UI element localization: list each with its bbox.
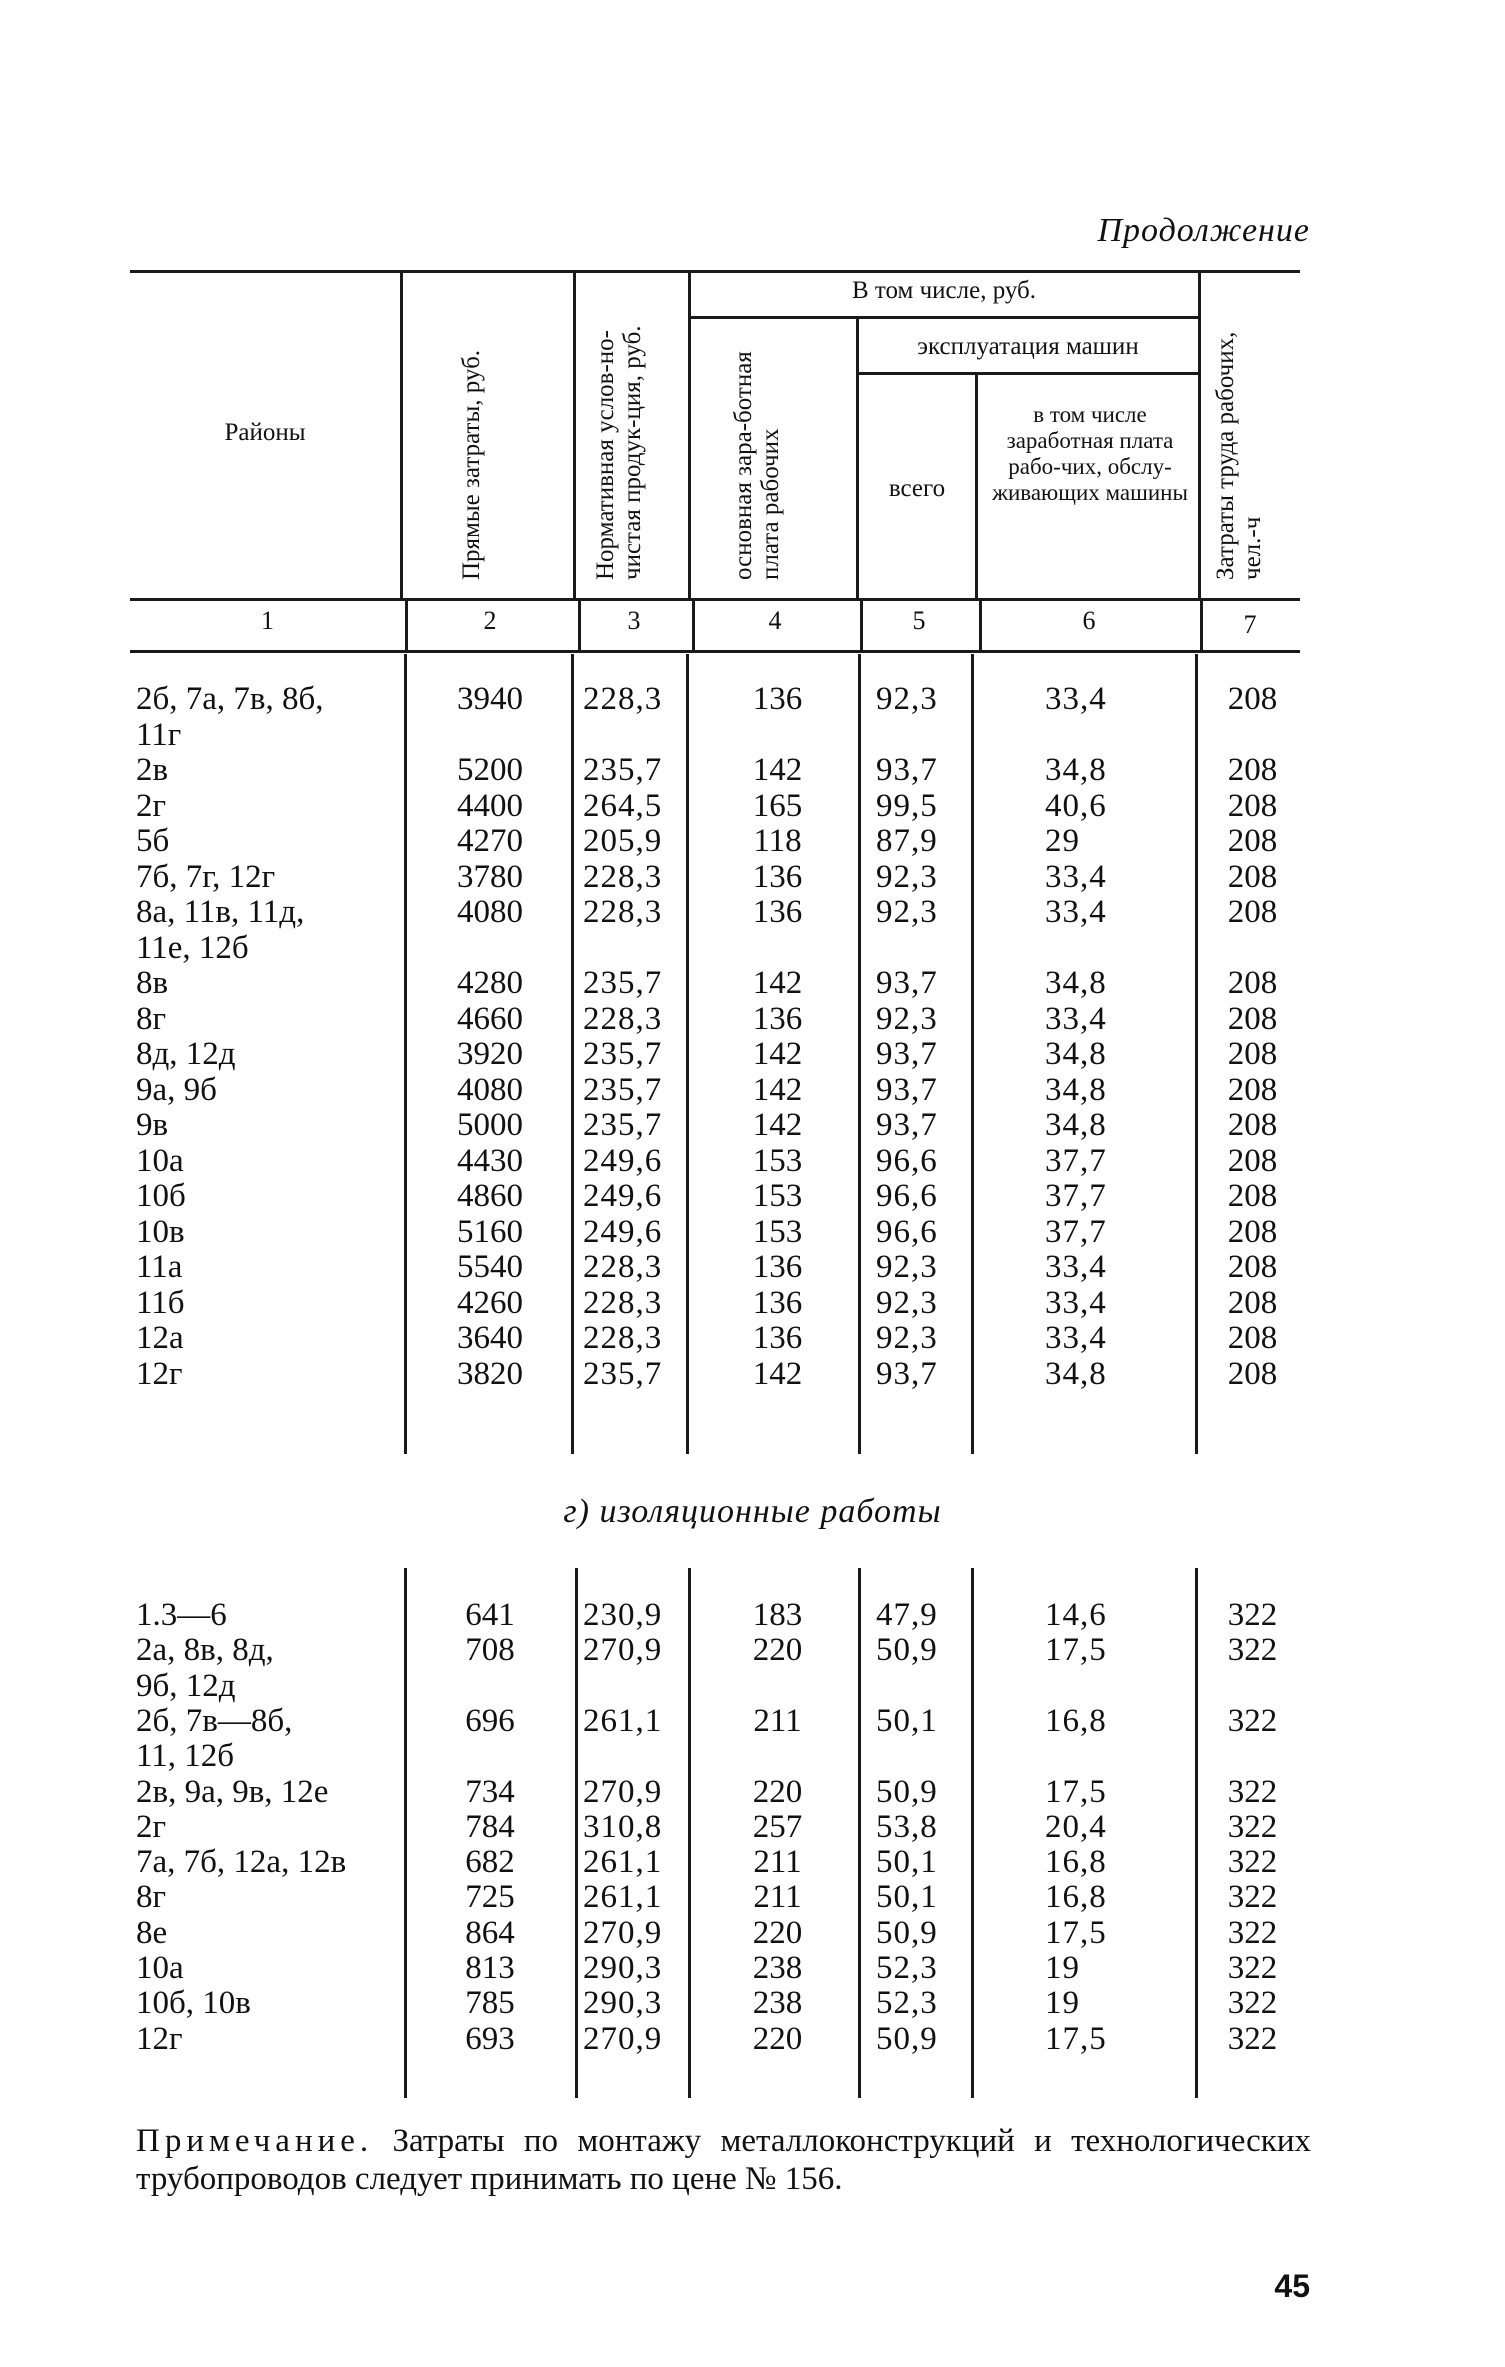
operator-wages-cell: 33,4 (1045, 1284, 1107, 1321)
base-wages-cell: 136 (752, 858, 803, 895)
labor-costs-cell: 208 (1227, 1213, 1278, 1250)
base-wages-cell: 136 (752, 681, 803, 717)
region-cell: 9б, 12д (136, 1667, 236, 1704)
labor-costs-cell: 208 (1227, 752, 1278, 788)
normative-output-cell: 249,6 (583, 1178, 663, 1214)
labor-costs-cell: 208 (1227, 1178, 1278, 1214)
labor-costs-cell: 322 (1227, 1808, 1278, 1845)
normative-output-cell: 230,9 (583, 1597, 663, 1633)
operator-wages-cell: 40,6 (1045, 787, 1107, 824)
operator-wages-cell: 34,8 (1045, 1036, 1107, 1072)
base-wages-cell: 220 (752, 1914, 803, 1951)
operator-wages-cell: 33,4 (1045, 1249, 1107, 1285)
labor-costs-cell: 322 (1227, 2020, 1278, 2057)
footnote (136, 2122, 1311, 2198)
normative-output-cell: 228,3 (583, 858, 663, 895)
direct-costs-cell: 693 (465, 2020, 515, 2057)
column-number: 5 (912, 606, 926, 635)
normative-output-cell: 249,6 (583, 1213, 663, 1250)
table-row (0, 1321, 1505, 1355)
region-cell: 7а, 7б, 12а, 12в (136, 1844, 347, 1881)
base-wages-cell: 142 (752, 752, 803, 788)
table-row (0, 682, 1505, 716)
table-row (0, 1810, 1505, 1844)
labor-costs-cell: 322 (1227, 1597, 1278, 1633)
machine-total-cell: 47,9 (876, 1597, 938, 1633)
machine-total-cell: 92,3 (876, 1000, 938, 1037)
table-row (0, 1002, 1505, 1036)
labor-costs-cell: 208 (1227, 1107, 1278, 1143)
machine-total-cell: 96,6 (876, 1213, 938, 1250)
direct-costs-cell: 3780 (457, 858, 523, 895)
operator-wages-cell: 14,6 (1045, 1597, 1107, 1633)
direct-costs-cell: 4080 (457, 894, 523, 930)
base-wages-cell: 136 (752, 1249, 803, 1285)
base-wages-cell: 142 (752, 1071, 803, 1108)
direct-costs-cell: 4400 (457, 787, 523, 824)
header-total: всего (888, 475, 946, 502)
table-row (0, 1916, 1505, 1950)
labor-costs-cell: 208 (1227, 787, 1278, 824)
region-cell: 12г (136, 2020, 183, 2057)
machine-total-cell: 96,6 (876, 1142, 938, 1179)
operator-wages-cell: 16,8 (1045, 1702, 1107, 1739)
normative-output-cell: 228,3 (583, 1320, 663, 1356)
normative-output-cell: 249,6 (583, 1142, 663, 1179)
base-wages-cell: 153 (752, 1213, 803, 1250)
direct-costs-cell: 641 (465, 1597, 515, 1633)
base-wages-cell: 142 (752, 1107, 803, 1143)
table-row-continuation (0, 718, 1505, 752)
section2-title: г) изоляционные работы (563, 1493, 942, 1530)
normative-output-cell: 228,3 (583, 1000, 663, 1037)
direct-costs-cell: 4080 (457, 1071, 523, 1108)
labor-costs-cell: 208 (1227, 681, 1278, 717)
direct-costs-cell: 3820 (457, 1355, 523, 1392)
base-wages-cell: 238 (752, 1950, 803, 1986)
labor-costs-cell: 322 (1227, 1914, 1278, 1951)
operator-wages-cell: 33,4 (1045, 681, 1107, 717)
normative-output-cell: 235,7 (583, 965, 663, 1001)
machine-total-cell: 93,7 (876, 1355, 938, 1392)
normative-output-cell: 261,1 (583, 1702, 663, 1739)
direct-costs-cell: 4260 (457, 1284, 523, 1321)
operator-wages-cell: 33,4 (1045, 1320, 1107, 1356)
page-number: 45 (1274, 2268, 1310, 2304)
machine-total-cell: 93,7 (876, 1071, 938, 1108)
base-wages-cell: 211 (753, 1702, 802, 1739)
operator-wages-cell: 16,8 (1045, 1879, 1107, 1916)
header-direct-costs: Прямые затраты, руб. (458, 349, 485, 580)
labor-costs-cell: 208 (1227, 1071, 1278, 1108)
region-cell: 11е, 12б (136, 929, 249, 966)
region-cell: 11а (136, 1249, 183, 1285)
normative-output-cell: 228,3 (583, 1284, 663, 1321)
operator-wages-cell: 33,4 (1045, 858, 1107, 895)
normative-output-cell: 270,9 (583, 2020, 663, 2057)
table-row (0, 1775, 1505, 1809)
region-cell: 10б (136, 1178, 186, 1214)
direct-costs-cell: 864 (465, 1914, 515, 1951)
table-row (0, 824, 1505, 858)
direct-costs-cell: 725 (465, 1879, 515, 1916)
region-cell: 10в (136, 1213, 185, 1250)
footnote-label: Примечание. (136, 2123, 374, 2159)
machine-total-cell: 50,9 (876, 1773, 938, 1810)
normative-output-cell: 235,7 (583, 1071, 663, 1108)
header-regions: Районы (224, 419, 306, 446)
base-wages-cell: 220 (752, 2020, 803, 2057)
operator-wages-cell: 19 (1045, 1950, 1080, 1986)
operator-wages-cell: 29 (1045, 823, 1080, 859)
normative-output-cell: 235,7 (583, 1107, 663, 1143)
base-wages-cell: 118 (753, 823, 802, 859)
labor-costs-cell: 322 (1227, 1879, 1278, 1916)
normative-output-cell: 270,9 (583, 1773, 663, 1810)
direct-costs-cell: 4660 (457, 1000, 523, 1037)
direct-costs-cell: 5540 (457, 1249, 523, 1285)
direct-costs-cell: 708 (465, 1632, 515, 1669)
column-number: 2 (483, 606, 497, 635)
labor-costs-cell: 208 (1227, 1320, 1278, 1356)
base-wages-cell: 211 (753, 1879, 802, 1916)
region-cell: 2а, 8в, 8д, (136, 1632, 274, 1669)
direct-costs-cell: 696 (465, 1702, 515, 1739)
machine-total-cell: 92,3 (876, 1284, 938, 1321)
normative-output-cell: 235,7 (583, 1036, 663, 1072)
header-base-wages: основная зара-ботная плата рабочих (730, 351, 784, 580)
base-wages-cell: 211 (753, 1844, 802, 1881)
labor-costs-cell: 208 (1227, 1142, 1278, 1179)
direct-costs-cell: 784 (465, 1808, 515, 1845)
base-wages-cell: 136 (752, 1000, 803, 1037)
machine-total-cell: 50,9 (876, 2020, 938, 2057)
machine-total-cell: 50,1 (876, 1879, 938, 1916)
operator-wages-cell: 17,5 (1045, 1914, 1107, 1951)
header-normative-output: Нормативная услов-но-чистая продук-ция, руб. (592, 325, 646, 580)
table-row (0, 789, 1505, 823)
table-row (0, 1108, 1505, 1142)
operator-wages-cell: 37,7 (1045, 1213, 1107, 1250)
labor-costs-cell: 208 (1227, 858, 1278, 895)
machine-total-cell: 52,3 (876, 1950, 938, 1986)
table-row (0, 1633, 1505, 1667)
base-wages-cell: 142 (752, 965, 803, 1001)
table-row (0, 2022, 1505, 2056)
region-cell: 9а, 9б (136, 1071, 217, 1108)
normative-output-cell: 228,3 (583, 894, 663, 930)
machine-total-cell: 93,7 (876, 1036, 938, 1072)
region-cell: 8в (136, 965, 169, 1001)
region-cell: 2б, 7а, 7в, 8б, (136, 681, 324, 717)
labor-costs-cell: 208 (1227, 823, 1278, 859)
normative-output-cell: 261,1 (583, 1879, 663, 1916)
normative-output-cell: 270,9 (583, 1914, 663, 1951)
machine-total-cell: 50,1 (876, 1844, 938, 1881)
header-operator-wages: в том числе заработная плата рабо-чих, обслу-живающих машины (992, 402, 1188, 505)
labor-costs-cell: 322 (1227, 1985, 1278, 2022)
column-number: 6 (1082, 606, 1096, 635)
normative-output-cell: 235,7 (583, 752, 663, 788)
machine-total-cell: 50,1 (876, 1702, 938, 1739)
machine-total-cell: 96,6 (876, 1178, 938, 1214)
machine-total-cell: 93,7 (876, 752, 938, 788)
operator-wages-cell: 17,5 (1045, 1773, 1107, 1810)
labor-costs-cell: 208 (1227, 894, 1278, 930)
region-cell: 11, 12б (136, 1738, 235, 1775)
region-cell: 5б (136, 823, 170, 859)
machine-total-cell: 92,3 (876, 1249, 938, 1285)
region-cell: 2в, 9а, 9в, 12е (136, 1773, 329, 1810)
operator-wages-cell: 37,7 (1045, 1142, 1107, 1179)
table-row (0, 1215, 1505, 1249)
table-row (0, 1179, 1505, 1213)
labor-costs-cell: 322 (1227, 1844, 1278, 1881)
operator-wages-cell: 34,8 (1045, 965, 1107, 1001)
operator-wages-cell: 34,8 (1045, 752, 1107, 788)
table-row (0, 1845, 1505, 1879)
base-wages-cell: 136 (752, 1320, 803, 1356)
region-cell: 1.3—6 (136, 1597, 227, 1633)
table-row (0, 1286, 1505, 1320)
column-number: 3 (627, 606, 641, 635)
region-cell: 8е (136, 1914, 168, 1951)
region-cell: 8г (136, 1879, 167, 1916)
labor-costs-cell: 322 (1227, 1702, 1278, 1739)
region-cell: 12а (136, 1320, 184, 1356)
operator-wages-cell: 20,4 (1045, 1808, 1107, 1845)
region-cell: 10б, 10в (136, 1985, 251, 2022)
footnote-text: Затраты по монтажу металлоконструкций и технологических трубопроводов следует принимать по цене № 156. (136, 2123, 1312, 2197)
table-row-continuation (0, 1739, 1505, 1773)
machine-total-cell: 92,3 (876, 894, 938, 930)
base-wages-cell: 136 (752, 1284, 803, 1321)
region-cell: 11б (136, 1284, 185, 1321)
direct-costs-cell: 813 (465, 1950, 515, 1986)
operator-wages-cell: 34,8 (1045, 1107, 1107, 1143)
region-cell: 10а (136, 1950, 184, 1986)
region-cell: 11г (136, 716, 182, 753)
table-row (0, 1037, 1505, 1071)
table-row (0, 1598, 1505, 1632)
normative-output-cell: 290,3 (583, 1950, 663, 1986)
table-row (0, 1357, 1505, 1391)
direct-costs-cell: 734 (465, 1773, 515, 1810)
table-row (0, 1250, 1505, 1284)
region-cell: 8а, 11в, 11д, (136, 894, 305, 930)
direct-costs-cell: 5160 (457, 1213, 523, 1250)
base-wages-cell: 220 (752, 1632, 803, 1669)
base-wages-cell: 153 (752, 1178, 803, 1214)
operator-wages-cell: 37,7 (1045, 1178, 1107, 1214)
column-number: 4 (768, 606, 782, 635)
direct-costs-cell: 4280 (457, 965, 523, 1001)
operator-wages-cell: 17,5 (1045, 2020, 1107, 2057)
table-row (0, 860, 1505, 894)
column-number: 1 (261, 606, 274, 635)
base-wages-cell: 142 (752, 1036, 803, 1072)
table-row (0, 895, 1505, 929)
machine-total-cell: 53,8 (876, 1808, 938, 1845)
region-cell: 8д, 12д (136, 1036, 236, 1072)
machine-total-cell: 93,7 (876, 965, 938, 1001)
operator-wages-cell: 16,8 (1045, 1844, 1107, 1881)
machine-total-cell: 92,3 (876, 1320, 938, 1356)
normative-output-cell: 261,1 (583, 1844, 663, 1881)
region-cell: 7б, 7г, 12г (136, 858, 276, 895)
direct-costs-cell: 5200 (457, 752, 523, 788)
labor-costs-cell: 208 (1227, 1284, 1278, 1321)
region-cell: 8г (136, 1000, 167, 1037)
table-row (0, 1951, 1505, 1985)
base-wages-cell: 136 (752, 894, 803, 930)
labor-costs-cell: 208 (1227, 1036, 1278, 1072)
table-row (0, 1986, 1505, 2020)
normative-output-cell: 310,8 (583, 1808, 663, 1845)
operator-wages-cell: 17,5 (1045, 1632, 1107, 1669)
region-cell: 2г (136, 787, 167, 824)
normative-output-cell: 205,9 (583, 823, 663, 859)
header-group-including: В том числе, руб. (851, 277, 1037, 304)
operator-wages-cell: 34,8 (1045, 1355, 1107, 1392)
machine-total-cell: 52,3 (876, 1985, 938, 2022)
base-wages-cell: 183 (752, 1597, 803, 1633)
normative-output-cell: 270,9 (583, 1632, 663, 1669)
machine-total-cell: 50,9 (876, 1914, 938, 1951)
direct-costs-cell: 3940 (457, 681, 523, 717)
region-cell: 2б, 7в—8б, (136, 1702, 293, 1739)
base-wages-cell: 153 (752, 1142, 803, 1179)
table-row-continuation (0, 931, 1505, 965)
machine-total-cell: 50,9 (876, 1632, 938, 1669)
table-row (0, 1880, 1505, 1914)
continuation-label: Продолжение (1097, 212, 1310, 249)
direct-costs-cell: 4430 (457, 1142, 523, 1179)
labor-costs-cell: 208 (1227, 1000, 1278, 1037)
table-row (0, 1144, 1505, 1178)
operator-wages-cell: 33,4 (1045, 894, 1107, 930)
region-cell: 9в (136, 1107, 169, 1143)
table-row (0, 966, 1505, 1000)
machine-total-cell: 99,5 (876, 787, 938, 824)
base-wages-cell: 142 (752, 1355, 803, 1392)
normative-output-cell: 228,3 (583, 681, 663, 717)
labor-costs-cell: 208 (1227, 965, 1278, 1001)
direct-costs-cell: 682 (465, 1844, 515, 1881)
normative-output-cell: 235,7 (583, 1355, 663, 1392)
direct-costs-cell: 785 (465, 1985, 515, 2022)
normative-output-cell: 228,3 (583, 1249, 663, 1285)
normative-output-cell: 290,3 (583, 1985, 663, 2022)
base-wages-cell: 220 (752, 1773, 803, 1810)
header-machine-operation: эксплуатация машин (917, 333, 1139, 360)
labor-costs-cell: 208 (1227, 1355, 1278, 1392)
table-row (0, 1073, 1505, 1107)
labor-costs-cell: 208 (1227, 1249, 1278, 1285)
labor-costs-cell: 322 (1227, 1950, 1278, 1986)
direct-costs-cell: 5000 (457, 1107, 523, 1143)
labor-costs-cell: 322 (1227, 1773, 1278, 1810)
operator-wages-cell: 33,4 (1045, 1000, 1107, 1037)
column-number: 7 (1243, 610, 1257, 639)
header-labor-costs: Затраты труда рабочих, чел.-ч (1212, 331, 1266, 580)
machine-total-cell: 87,9 (876, 823, 938, 859)
table-row (0, 1704, 1505, 1738)
direct-costs-cell: 4860 (457, 1178, 523, 1214)
operator-wages-cell: 19 (1045, 1985, 1080, 2022)
operator-wages-cell: 34,8 (1045, 1071, 1107, 1108)
direct-costs-cell: 3640 (457, 1320, 523, 1356)
normative-output-cell: 264,5 (583, 787, 663, 824)
table-row (0, 753, 1505, 787)
table-row-continuation (0, 1669, 1505, 1703)
base-wages-cell: 257 (752, 1808, 803, 1845)
machine-total-cell: 93,7 (876, 1107, 938, 1143)
direct-costs-cell: 3920 (457, 1036, 523, 1072)
region-cell: 2в (136, 752, 169, 788)
labor-costs-cell: 322 (1227, 1632, 1278, 1669)
base-wages-cell: 238 (752, 1985, 803, 2022)
machine-total-cell: 92,3 (876, 858, 938, 895)
base-wages-cell: 165 (752, 787, 803, 824)
region-cell: 2г (136, 1808, 167, 1845)
machine-total-cell: 92,3 (876, 681, 938, 717)
direct-costs-cell: 4270 (457, 823, 523, 859)
region-cell: 12г (136, 1355, 183, 1392)
region-cell: 10а (136, 1142, 184, 1179)
